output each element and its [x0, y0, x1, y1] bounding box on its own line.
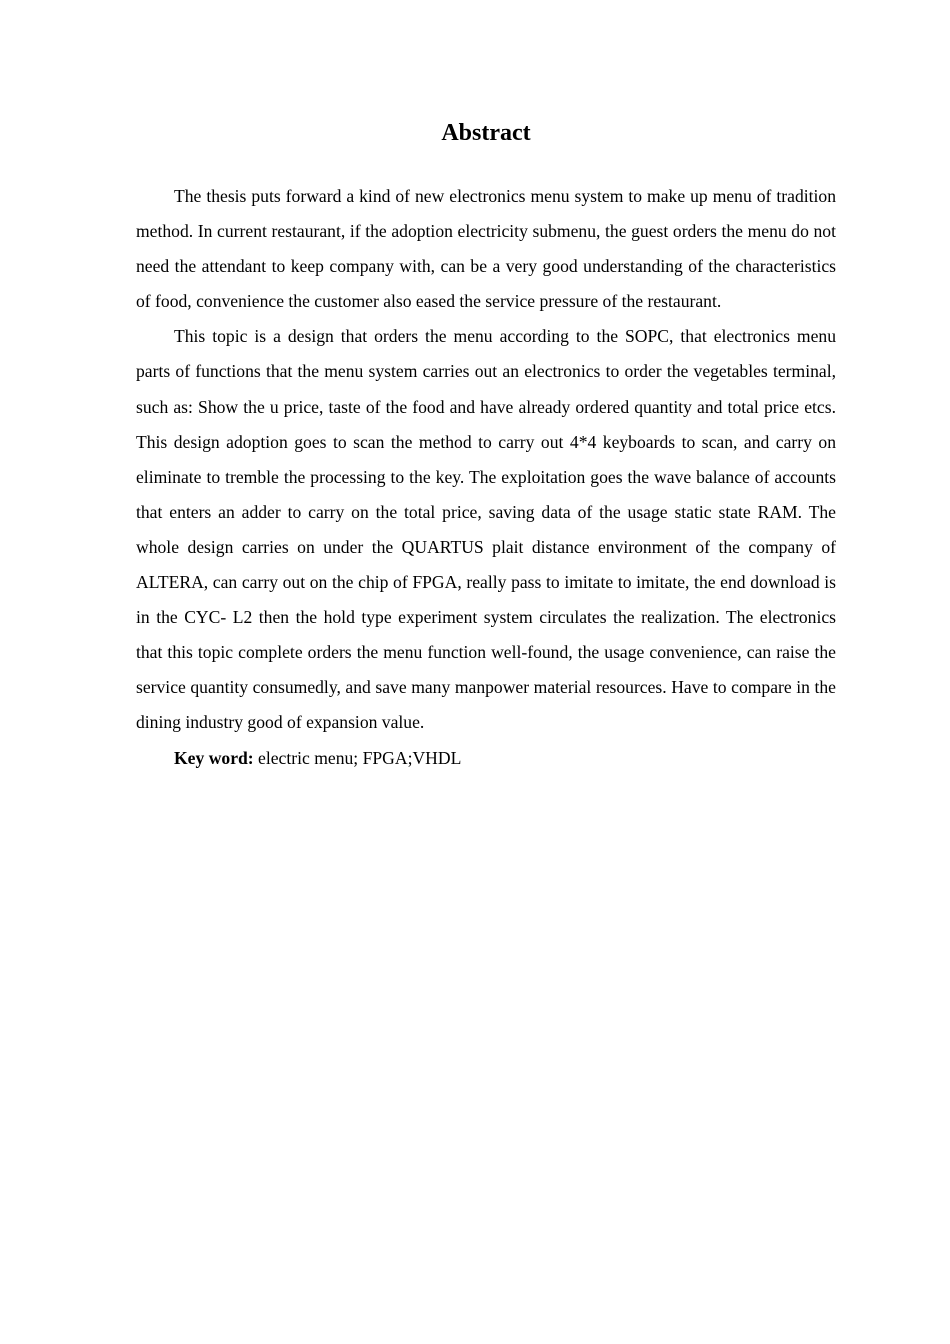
abstract-body — [136, 179, 836, 776]
abstract-paragraph-2: This topic is a design that orders the menu according to the SOPC, that electronics menu parts of functions that the menu system carries out an electronics to order the vegetables terminal, such as: Show the u price, taste of the food and have already ordered quantity and total price etcs. This design adoption goes to scan the method to carry out 4*4 keyboards to scan, and carry on eliminate to tremble the processing to the key. The exploitation goes the wave balance of accounts that enters an adder to carry on the total price, saving data of the usage static state RAM. The whole design carries on under the QUARTUS plait distance environment of the company of ALTERA, can carry out on the chip of FPGA, really pass to imitate to imitate, the end download is in the CYC- L2 then the hold type experiment system circulates the realization. The electronics that this topic complete orders the menu function well-found, the usage convenience, can raise the service quantity consumedly, and save many manpower material resources. Have to compare in the dining industry good of expansion value. — [136, 326, 836, 733]
keywords-line — [136, 741, 836, 776]
abstract-paragraph-1: The thesis puts forward a kind of new electronics menu system to make up menu of tradition method. In current restaurant, if the adoption electricity submenu, the guest orders the menu do not need the attendant to keep company with, can be a very good understanding of the characteristics of food, convenience the customer also eased the service pressure of the restaurant. — [136, 186, 836, 312]
keywords-label: Key word: — [174, 747, 254, 768]
keywords-value: electric menu; FPGA;VHDL — [253, 747, 462, 768]
page-title: Abstract — [441, 120, 531, 146]
